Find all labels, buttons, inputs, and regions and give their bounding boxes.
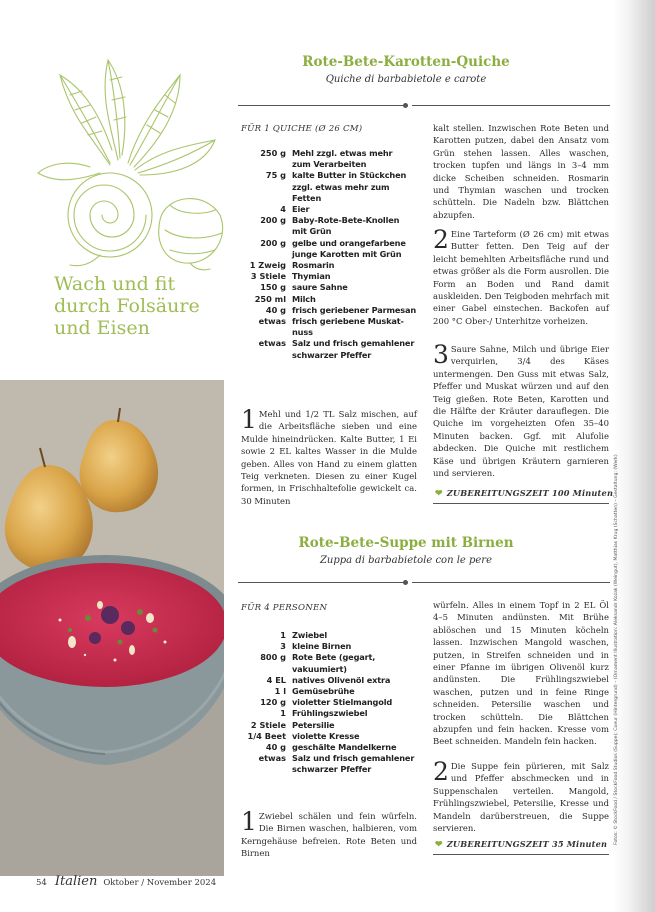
step-number: 3: [433, 340, 449, 369]
ingredient-name: frisch geriebene Muskat-: [292, 316, 404, 327]
ingredient-row: [236, 204, 426, 215]
prep-value: 100 Minuten: [551, 488, 614, 498]
step-text: Mehl und 1/2 TL Salz mischen, auf die Arbeitsfläche sieben und eine Mulde hineindrücken. Kalte Butter, 1 Ei sowie 2 EL kaltes Wasser in die Mulde geben. Alles von Hand zu einem glatten Teig verkneten. Diesen zu einer Kugel formen, in Frischhaltefolie gewickelt ca. 30 Minuten: [241, 409, 417, 506]
recipe1-prep-time: [435, 488, 613, 499]
ingredient-row: [236, 249, 426, 260]
ingredient-row: [236, 294, 426, 305]
step-text: würfeln. Alles in einem Topf in 2 EL Öl 4–5 Minuten andünsten. Mit Brühe ablöschen und 15 Minuten köcheln lassen. Inzwischen Mangold waschen, putzen, in Streifen schneiden und in einer Pfanne im übrigen Olivenöl kurz andünsten. Die Frühlingszwiebel waschen, putzen und in feine Ringe schneiden. Petersilie waschen und trocken schütteln. Die Blättchen abzupfen und fein hacken. Kresse vom Beet schneiden. Mandeln fein hacken.: [433, 600, 609, 747]
recipe2-step-1-continued: [433, 599, 609, 748]
page-number: 54: [36, 878, 47, 888]
ingredient-name: geschälte Mandelkerne: [292, 742, 397, 753]
ingredient-amount: 250 g: [260, 148, 286, 158]
page-footer: [36, 874, 216, 889]
ingredient-row: [236, 641, 426, 652]
soup-photo: [0, 380, 224, 876]
ingredient-row: [236, 238, 426, 249]
recipe1-step-1: [241, 405, 417, 507]
ingredient-amount: 4 EL: [266, 674, 286, 685]
ingredient-name: Fetten: [292, 192, 322, 203]
recipe1-rule-left: [238, 105, 408, 106]
ingredient-row: [236, 260, 426, 271]
ingredient-row: [236, 720, 426, 731]
ingredient-row: [236, 708, 426, 719]
ingredient-name: Rote Bete (gegart,: [292, 652, 376, 663]
ingredient-amount: 200 g: [260, 237, 286, 248]
recipe1-rule-right: [412, 105, 610, 106]
recipe1-subtitle: Quiche di barbabietole e carote: [325, 74, 487, 85]
ingredient-amount: [236, 159, 292, 170]
heart-icon: ❤: [435, 840, 443, 850]
ingredient-amount: 40 g: [265, 304, 286, 315]
ingredient-name: violetter Stielmangold: [292, 697, 393, 708]
step-text: Zwiebel schälen und fein würfeln. Die Birnen waschen, halbieren, vom Kerngehäuse befreien. Rote Beten und Birnen: [241, 811, 417, 859]
step-number: 1: [241, 807, 257, 836]
recipe2-rule-left: [238, 582, 408, 583]
recipe2-ingredient-list: [236, 630, 426, 776]
headline-line: Wach und fit: [54, 273, 176, 295]
ingredient-row: [236, 271, 426, 282]
ingredient-name: violette Kresse: [292, 730, 360, 741]
ingredient-name: Milch: [292, 293, 316, 304]
beet-illustration: [30, 55, 230, 275]
ingredient-row: [236, 753, 426, 764]
ingredient-row: [236, 697, 426, 708]
ingredient-name: gelbe und orangefarbene: [292, 237, 406, 248]
ingredient-row: [236, 742, 426, 753]
ingredient-row: [236, 305, 426, 316]
prep-label: ZUBEREITUNGSZEIT: [446, 839, 549, 849]
ingredient-row: [236, 182, 426, 193]
ingredient-name: frisch geriebener Parmesan: [292, 304, 417, 315]
ingredient-name: schwarzer Pfeffer: [292, 764, 372, 775]
ingredient-amount: 3: [280, 641, 286, 652]
ingredient-name: Zwiebel: [292, 630, 328, 640]
ingredient-name: natives Olivenöl extra: [292, 674, 391, 685]
ingredient-amount: 1 Zweig: [249, 260, 286, 271]
recipe2-step-1: [241, 807, 417, 860]
page-binding-shadow: [613, 0, 655, 912]
ingredient-amount: [236, 327, 292, 338]
step-number: 2: [433, 225, 449, 254]
ingredient-amount: [236, 350, 292, 361]
ingredient-amount: [236, 664, 292, 675]
step-number: 1: [241, 405, 257, 434]
recipe2-title: Rote-Bete-Suppe mit Birnen: [298, 535, 514, 551]
recipe2-rule-right: [412, 582, 610, 583]
heart-icon: ❤: [435, 489, 443, 499]
ingredient-name: nuss: [292, 327, 313, 338]
ingredient-row: [236, 731, 426, 742]
ingredient-name: Salz und frisch gemahlener: [292, 753, 415, 764]
ingredient-row: [236, 327, 426, 338]
ingredient-amount: 800 g: [260, 652, 286, 663]
step-text: kalt stellen. Inzwischen Rote Beten und Karotten putzen, dabei den Ansatz vom Grün stehen lassen. Alles waschen, trocken tupfen und längs in 3–4 mm dicke Scheiben schneiden. Rosmarin und Thymian waschen und trocken schütteln. Die Nadeln bzw. Blättchen abzupfen.: [433, 123, 609, 220]
ingredient-amount: etwas: [258, 338, 286, 349]
recipe2-subtitle: Zuppa di barbabietole con le pere: [319, 555, 493, 566]
headline-line: durch Folsäure: [54, 295, 200, 317]
ingredient-amount: [236, 193, 292, 204]
ingredient-name: saure Sahne: [292, 282, 348, 293]
recipe2-prep-time: [435, 839, 607, 850]
recipe2-prep-rule: [433, 854, 609, 855]
ingredient-amount: [236, 249, 292, 260]
issue-date: Oktober / November 2024: [103, 878, 217, 888]
ingredient-row: [236, 226, 426, 237]
ingredient-name: vakuumiert): [292, 663, 347, 674]
ingredient-row: [236, 652, 426, 663]
ingredient-row: [236, 675, 426, 686]
ingredient-amount: 3 Stiele: [250, 271, 286, 282]
recipe1-serves: FÜR 1 QUICHE (Ø 26 CM): [241, 124, 363, 134]
ingredient-amount: 120 g: [260, 697, 286, 708]
ingredient-name: Baby-Rote-Bete-Knollen: [292, 215, 400, 226]
ingredient-name: zzgl. etwas mehr zum: [292, 181, 390, 192]
ingredient-row: [236, 159, 426, 170]
ingredient-row: [236, 630, 426, 641]
step-number: 2: [433, 757, 449, 786]
ingredient-name: Petersilie: [292, 719, 335, 730]
recipe1-prep-rule: [433, 503, 609, 504]
ingredient-name: schwarzer Pfeffer: [292, 349, 372, 360]
ingredient-amount: 4: [280, 204, 286, 215]
recipe1-step-1-continued: [433, 122, 609, 221]
recipe1-rule-dot: [403, 103, 408, 108]
ingredient-row: [236, 215, 426, 226]
ingredient-amount: 40 g: [265, 742, 286, 753]
prep-label: ZUBEREITUNGSZEIT: [446, 488, 549, 498]
ingredient-row: [236, 338, 426, 349]
photo-credit: Fotos: © StockFood / StockFood Studios (Suppe); Coeur (Hintergrund) – (Ornament Illustration: Aleksandr Kozak (Weingut), Matthias Krug (Schatten) – Gestaltung: (Werk): [614, 454, 619, 845]
ingredient-name: kleine Birnen: [292, 641, 352, 652]
feature-headline: [54, 273, 254, 339]
ingredient-row: [236, 170, 426, 181]
ingredient-name: Rosmarin: [292, 260, 335, 271]
ingredient-amount: 1 l: [274, 686, 286, 697]
recipe1-step-2: [433, 225, 609, 327]
ingredient-amount: 1: [280, 708, 286, 719]
ingredient-amount: 2 Stiele: [250, 719, 286, 730]
ingredient-amount: 1/4 Beet: [247, 730, 286, 741]
ingredient-amount: [236, 764, 292, 775]
ingredient-row: [236, 350, 426, 361]
ingredient-name: junge Karotten mit Grün: [292, 248, 402, 259]
step-text: Saure Sahne, Milch und übrige Eier verquirlen, 3/4 des Käses untermengen. Den Guss mit etwas Salz, Pfeffer und Muskat würzen und auf den Teig gießen. Rote Beten, Karotten und die Hälfte der Kräuter darauflegen. Die Quiche im vorgeheizten Ofen 35–40 Minuten backen. Ggf. mit Alufolie abdecken. Die Quiche mit restlichem Käse und übrigen Kräutern garnieren und servieren.: [433, 344, 609, 479]
ingredient-row: [236, 316, 426, 327]
recipe2-step-2: [433, 757, 609, 834]
ingredient-row: [236, 764, 426, 775]
recipe1-ingredient-list: [236, 148, 426, 361]
recipe1-title: Rote-Bete-Karotten-Quiche: [302, 54, 510, 70]
ingredient-amount: 250 ml: [254, 293, 286, 304]
recipe2-serves: FÜR 4 PERSONEN: [241, 603, 328, 613]
ingredient-row: [236, 148, 426, 159]
step-text: Eine Tarteform (Ø 26 cm) mit etwas Butter fetten. Den Teig auf der leicht bemehlten Arbeitsfläche rund und etwas größer als die Form ausrollen. Die Form an Boden und Rand damit auskleiden. Den Teigboden mehrfach mit einer Gabel einstechen. Backofen auf 200 °C Ober-/ Unterhitze vorheizen.: [433, 229, 609, 326]
ingredient-name: Frühlingszwiebel: [292, 708, 368, 719]
ingredient-amount: etwas: [258, 316, 286, 327]
ingredient-amount: 200 g: [260, 215, 286, 226]
ingredient-name: Mehl zzgl. etwas mehr: [292, 148, 393, 158]
recipe2-rule-dot: [403, 580, 408, 585]
ingredient-name: kalte Butter in Stückchen: [292, 170, 407, 181]
ingredient-amount: etwas: [258, 753, 286, 764]
ingredient-name: Eier: [292, 204, 310, 215]
ingredient-amount: [236, 226, 292, 237]
ingredient-row: [236, 282, 426, 293]
ingredient-amount: [236, 182, 292, 193]
ingredient-row: [236, 686, 426, 697]
ingredient-amount: 1: [280, 630, 286, 640]
step-text: Die Suppe fein pürieren, mit Salz und Pfeffer abschmecken und in Suppenschalen verteilen. Mangold, Frühlingszwiebel, Petersilie, Kresse und Mandeln darüberstreuen, die Suppe servieren.: [433, 761, 609, 834]
ingredient-row: [236, 664, 426, 675]
ingredient-name: Salz und frisch gemahlener: [292, 338, 415, 349]
ingredient-row: [236, 193, 426, 204]
magazine-logo: Italien: [54, 874, 98, 889]
ingredient-name: zum Verarbeiten: [292, 159, 367, 170]
soup-photo-illustration: [0, 380, 224, 876]
ingredient-name: Gemüsebrühe: [292, 686, 355, 697]
ingredient-amount: 150 g: [260, 282, 286, 293]
ingredient-name: Thymian: [292, 271, 331, 282]
headline-line: und Eisen: [54, 317, 150, 339]
ingredient-amount: 75 g: [265, 170, 286, 181]
ingredient-name: mit Grün: [292, 226, 332, 237]
prep-value: 35 Minuten: [551, 839, 608, 849]
recipe1-step-3: [433, 340, 609, 479]
